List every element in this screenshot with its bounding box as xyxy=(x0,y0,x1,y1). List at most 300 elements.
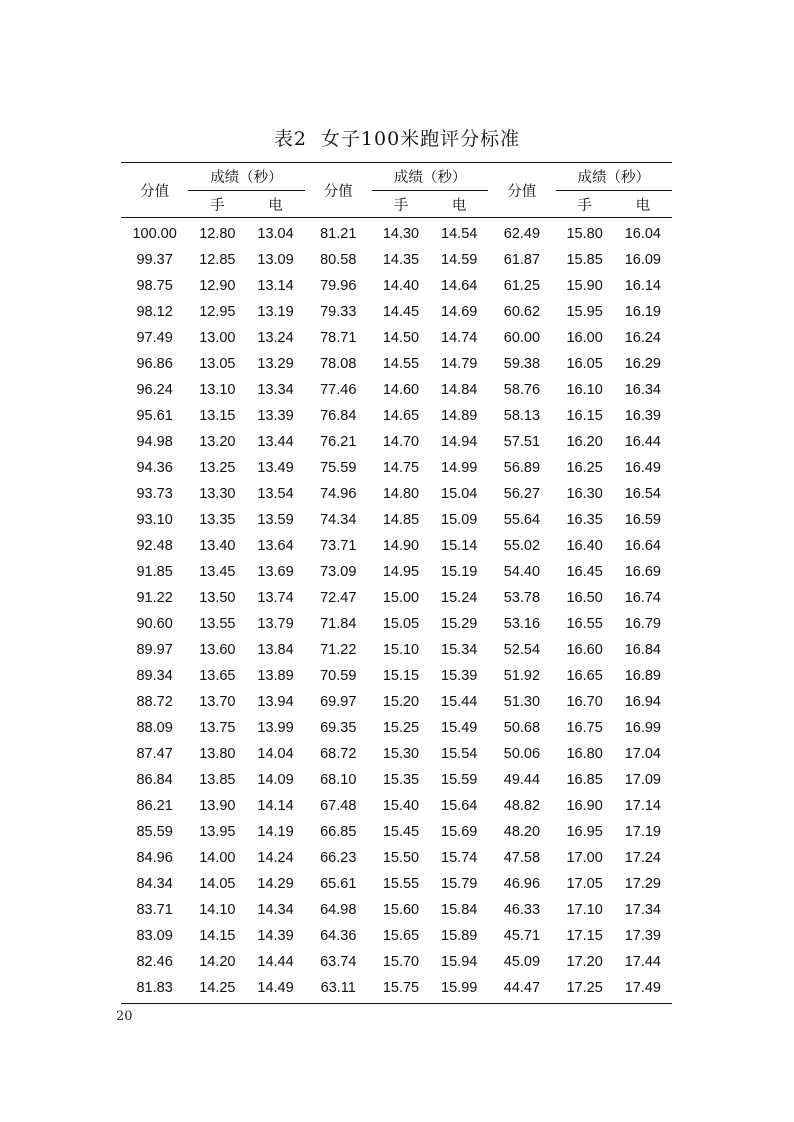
electronic-time-cell: 15.09 xyxy=(441,512,478,528)
electronic-time-cell: 17.34 xyxy=(624,902,661,918)
electronic-time-cell: 14.34 xyxy=(257,902,294,918)
electronic-time-cell: 15.79 xyxy=(441,876,478,892)
score-cell: 44.47 xyxy=(488,975,555,1004)
table-row xyxy=(121,325,672,351)
electronic-time-cell: 15.39 xyxy=(441,668,478,684)
hand-time-cell: 15.70 xyxy=(382,954,420,970)
hand-time-cell: 17.15 xyxy=(566,928,603,944)
score-cell: 67.48 xyxy=(320,798,357,814)
hand-time-cell: 16.25 xyxy=(566,460,603,476)
score-cell: 46.96 xyxy=(503,876,541,892)
hand-time-cell: 14.70 xyxy=(382,434,420,450)
hand-time-cell: 13.25 xyxy=(199,460,236,476)
electronic-time-cell: 14.49 xyxy=(246,975,304,1004)
hand-time-cell: 14.05 xyxy=(199,876,236,892)
result-group-header: 成绩（秒） xyxy=(556,163,672,191)
electronic-time-cell: 16.44 xyxy=(624,434,661,450)
electronic-time-cell: 17.44 xyxy=(624,954,661,970)
hand-time-cell: 15.95 xyxy=(566,304,603,320)
hand-time-cell: 15.40 xyxy=(382,798,420,814)
score-cell: 54.40 xyxy=(503,564,541,580)
electronic-time-cell: 13.39 xyxy=(257,408,294,424)
electronic-time-cell: 15.14 xyxy=(441,538,478,554)
table-number: 表2 xyxy=(273,128,307,150)
electronic-time-cell: 14.74 xyxy=(441,330,478,346)
hand-time-cell: 15.30 xyxy=(382,746,420,762)
score-cell: 69.35 xyxy=(320,720,357,736)
table-row xyxy=(121,689,672,715)
hand-time-cell: 12.85 xyxy=(199,252,236,268)
hand-time-cell: 15.05 xyxy=(382,616,420,632)
score-cell: 66.23 xyxy=(320,850,357,866)
table-row xyxy=(121,247,672,273)
score-header: 分值 xyxy=(488,163,555,218)
table-row xyxy=(121,793,672,819)
table-row xyxy=(121,871,672,897)
score-cell: 52.54 xyxy=(503,642,541,658)
hand-time-cell: 15.45 xyxy=(382,824,420,840)
score-cell: 97.49 xyxy=(136,330,173,346)
hand-time-cell: 15.80 xyxy=(566,226,603,242)
hand-time-cell: 14.40 xyxy=(382,278,420,294)
table-row xyxy=(121,663,672,689)
hand-time-cell: 16.90 xyxy=(566,798,603,814)
score-header: 分值 xyxy=(305,163,372,218)
score-cell: 63.74 xyxy=(320,954,357,970)
score-cell: 48.82 xyxy=(503,798,541,814)
hand-time-cell: 13.55 xyxy=(199,616,236,632)
electronic-time-cell: 15.34 xyxy=(441,642,478,658)
hand-time-cell: 13.75 xyxy=(199,720,236,736)
score-cell: 56.89 xyxy=(503,460,541,476)
score-cell: 94.36 xyxy=(136,460,173,476)
score-cell: 89.34 xyxy=(136,668,173,684)
score-cell: 93.73 xyxy=(136,486,173,502)
electronic-time-cell: 14.99 xyxy=(441,460,478,476)
score-cell: 89.97 xyxy=(136,642,173,658)
hand-time-cell: 14.85 xyxy=(382,512,420,528)
score-cell: 77.46 xyxy=(320,382,357,398)
electronic-time-cell: 15.49 xyxy=(441,720,478,736)
score-cell: 83.09 xyxy=(136,928,173,944)
hand-time-cell: 15.65 xyxy=(382,928,420,944)
score-cell: 60.00 xyxy=(503,330,541,346)
table-body xyxy=(121,218,672,1004)
hand-time-cell: 13.50 xyxy=(199,590,236,606)
table-row xyxy=(121,481,672,507)
electronic-time-cell: 16.84 xyxy=(624,642,661,658)
hand-time-cell: 14.90 xyxy=(382,538,420,554)
electronic-time-cell: 16.09 xyxy=(624,252,661,268)
hand-timing-header: 手 xyxy=(372,191,430,218)
electronic-time-cell: 13.74 xyxy=(257,590,294,606)
electronic-time-cell: 16.69 xyxy=(624,564,661,580)
score-cell: 95.61 xyxy=(136,408,173,424)
electronic-time-cell: 16.99 xyxy=(624,720,661,736)
score-cell: 73.71 xyxy=(320,538,357,554)
score-cell: 82.46 xyxy=(136,954,173,970)
score-cell: 53.78 xyxy=(503,590,541,606)
score-cell: 84.34 xyxy=(136,876,173,892)
hand-time-cell: 14.10 xyxy=(199,902,236,918)
score-cell: 53.16 xyxy=(503,616,541,632)
score-cell: 81.21 xyxy=(320,226,357,242)
electronic-time-cell: 17.39 xyxy=(624,928,661,944)
electronic-time-cell: 16.39 xyxy=(624,408,661,424)
hand-time-cell: 16.50 xyxy=(566,590,603,606)
table-row xyxy=(121,845,672,871)
hand-time-cell: 14.80 xyxy=(382,486,420,502)
hand-time-cell: 14.30 xyxy=(382,226,420,242)
hand-time-cell: 13.80 xyxy=(199,746,236,762)
table-row xyxy=(121,377,672,403)
table-header xyxy=(121,163,672,218)
score-cell: 64.98 xyxy=(320,902,357,918)
table-row xyxy=(121,923,672,949)
hand-time-cell: 16.45 xyxy=(566,564,603,580)
score-cell: 84.96 xyxy=(136,850,173,866)
electronic-time-cell: 13.89 xyxy=(257,668,294,684)
electronic-time-cell: 13.34 xyxy=(257,382,294,398)
electronic-time-cell: 16.54 xyxy=(624,486,661,502)
hand-time-cell: 15.55 xyxy=(382,876,420,892)
score-cell: 86.84 xyxy=(136,772,173,788)
hand-time-cell: 15.90 xyxy=(566,278,603,294)
electronic-time-cell: 15.04 xyxy=(441,486,478,502)
electronic-timing-header: 电 xyxy=(246,191,304,218)
table-row xyxy=(121,455,672,481)
hand-time-cell: 17.05 xyxy=(566,876,603,892)
electronic-time-cell: 16.29 xyxy=(624,356,661,372)
score-cell: 56.27 xyxy=(503,486,541,502)
hand-timing-header: 手 xyxy=(556,191,614,218)
hand-time-cell: 16.40 xyxy=(566,538,603,554)
score-cell: 98.75 xyxy=(136,278,173,294)
score-cell: 72.47 xyxy=(320,590,357,606)
table-row xyxy=(121,559,672,585)
score-cell: 99.37 xyxy=(136,252,173,268)
hand-time-cell: 16.85 xyxy=(566,772,603,788)
score-cell: 91.22 xyxy=(136,590,173,606)
score-cell: 76.84 xyxy=(320,408,357,424)
score-cell: 79.96 xyxy=(320,278,357,294)
electronic-time-cell: 15.94 xyxy=(441,954,478,970)
electronic-time-cell: 13.19 xyxy=(257,304,294,320)
electronic-time-cell: 16.04 xyxy=(624,226,661,242)
hand-time-cell: 14.65 xyxy=(382,408,420,424)
hand-time-cell: 13.15 xyxy=(199,408,236,424)
electronic-time-cell: 14.54 xyxy=(441,226,478,242)
score-cell: 83.71 xyxy=(136,902,173,918)
hand-time-cell: 13.20 xyxy=(199,434,236,450)
hand-timing-header: 手 xyxy=(188,191,246,218)
electronic-time-cell: 13.29 xyxy=(257,356,294,372)
score-cell: 58.76 xyxy=(503,382,541,398)
table-row xyxy=(121,273,672,299)
score-cell: 79.33 xyxy=(320,304,357,320)
score-cell: 61.25 xyxy=(503,278,541,294)
electronic-time-cell: 15.69 xyxy=(441,824,478,840)
table-row xyxy=(121,611,672,637)
electronic-time-cell: 16.49 xyxy=(624,460,661,476)
score-cell: 74.96 xyxy=(320,486,357,502)
hand-time-cell: 16.80 xyxy=(566,746,603,762)
score-table xyxy=(121,162,672,1004)
electronic-time-cell: 14.04 xyxy=(257,746,294,762)
score-cell: 48.20 xyxy=(503,824,541,840)
hand-time-cell: 15.85 xyxy=(566,252,603,268)
score-cell: 68.72 xyxy=(320,746,357,762)
score-cell: 88.09 xyxy=(136,720,173,736)
score-cell: 61.87 xyxy=(503,252,541,268)
score-cell: 66.85 xyxy=(320,824,357,840)
table-row xyxy=(121,715,672,741)
electronic-time-cell: 15.74 xyxy=(441,850,478,866)
score-cell: 49.44 xyxy=(503,772,541,788)
score-cell: 51.92 xyxy=(503,668,541,684)
table-row xyxy=(121,507,672,533)
electronic-time-cell: 16.59 xyxy=(624,512,661,528)
electronic-time-cell: 13.09 xyxy=(257,252,294,268)
hand-time-cell: 17.20 xyxy=(566,954,603,970)
hand-time-cell: 15.10 xyxy=(382,642,420,658)
hand-time-cell: 16.00 xyxy=(566,330,603,346)
hand-time-cell: 16.15 xyxy=(566,408,603,424)
electronic-time-cell: 13.69 xyxy=(257,564,294,580)
electronic-time-cell: 16.19 xyxy=(624,304,661,320)
electronic-time-cell: 16.34 xyxy=(624,382,661,398)
hand-time-cell: 17.25 xyxy=(556,975,614,1004)
hand-time-cell: 17.10 xyxy=(566,902,603,918)
electronic-time-cell: 16.64 xyxy=(624,538,661,554)
table-row xyxy=(121,403,672,429)
hand-time-cell: 15.35 xyxy=(382,772,420,788)
electronic-time-cell: 15.59 xyxy=(441,772,478,788)
table-row xyxy=(121,949,672,975)
score-cell: 46.33 xyxy=(503,902,541,918)
score-cell: 47.58 xyxy=(503,850,541,866)
table-row xyxy=(121,351,672,377)
electronic-time-cell: 16.24 xyxy=(624,330,661,346)
table-title-text: 女子100米跑评分标准 xyxy=(320,128,521,150)
hand-time-cell: 13.65 xyxy=(199,668,236,684)
score-cell: 100.00 xyxy=(132,226,177,242)
electronic-time-cell: 13.04 xyxy=(257,226,294,242)
table-row xyxy=(121,429,672,455)
score-header: 分值 xyxy=(121,163,188,218)
hand-time-cell: 16.70 xyxy=(566,694,603,710)
page-number: 20 xyxy=(116,1009,133,1024)
hand-time-cell: 15.50 xyxy=(382,850,420,866)
electronic-time-cell: 14.09 xyxy=(257,772,294,788)
electronic-timing-header: 电 xyxy=(430,191,488,218)
hand-time-cell: 15.15 xyxy=(382,668,420,684)
table-title xyxy=(0,124,794,151)
score-cell: 65.61 xyxy=(320,876,357,892)
score-cell: 93.10 xyxy=(136,512,173,528)
hand-time-cell: 14.00 xyxy=(199,850,236,866)
hand-time-cell: 14.50 xyxy=(382,330,420,346)
electronic-time-cell: 14.24 xyxy=(257,850,294,866)
score-cell: 80.58 xyxy=(320,252,357,268)
hand-time-cell: 13.10 xyxy=(199,382,236,398)
score-cell: 57.51 xyxy=(503,434,541,450)
score-cell: 73.09 xyxy=(320,564,357,580)
score-cell: 85.59 xyxy=(136,824,173,840)
score-cell: 50.06 xyxy=(503,746,541,762)
hand-time-cell: 12.80 xyxy=(199,226,236,242)
electronic-time-cell: 14.19 xyxy=(257,824,294,840)
score-cell: 64.36 xyxy=(320,928,357,944)
score-cell: 86.21 xyxy=(136,798,173,814)
score-cell: 45.09 xyxy=(503,954,541,970)
table-row xyxy=(121,637,672,663)
electronic-time-cell: 15.54 xyxy=(441,746,478,762)
electronic-time-cell: 13.24 xyxy=(257,330,294,346)
score-cell: 50.68 xyxy=(503,720,541,736)
score-cell: 45.71 xyxy=(503,928,541,944)
score-cell: 58.13 xyxy=(503,408,541,424)
electronic-time-cell: 13.64 xyxy=(257,538,294,554)
score-cell: 74.34 xyxy=(320,512,357,528)
electronic-time-cell: 14.69 xyxy=(441,304,478,320)
score-cell: 70.59 xyxy=(320,668,357,684)
table-row xyxy=(121,533,672,559)
table-row xyxy=(121,741,672,767)
hand-time-cell: 13.30 xyxy=(199,486,236,502)
electronic-time-cell: 13.44 xyxy=(257,434,294,450)
electronic-time-cell: 15.44 xyxy=(441,694,478,710)
electronic-time-cell: 14.14 xyxy=(257,798,294,814)
hand-time-cell: 14.20 xyxy=(199,954,236,970)
score-cell: 68.10 xyxy=(320,772,357,788)
score-cell: 55.02 xyxy=(503,538,541,554)
electronic-time-cell: 16.74 xyxy=(624,590,661,606)
electronic-time-cell: 17.04 xyxy=(624,746,661,762)
electronic-time-cell: 14.44 xyxy=(257,954,294,970)
electronic-time-cell: 15.29 xyxy=(441,616,478,632)
electronic-time-cell: 16.89 xyxy=(624,668,661,684)
electronic-time-cell: 17.24 xyxy=(624,850,661,866)
score-cell: 60.62 xyxy=(503,304,541,320)
electronic-time-cell: 17.14 xyxy=(624,798,661,814)
electronic-time-cell: 14.29 xyxy=(257,876,294,892)
electronic-time-cell: 13.94 xyxy=(257,694,294,710)
hand-time-cell: 13.00 xyxy=(199,330,236,346)
score-cell: 76.21 xyxy=(320,434,357,450)
hand-time-cell: 13.40 xyxy=(199,538,236,554)
electronic-time-cell: 15.24 xyxy=(441,590,478,606)
electronic-time-cell: 17.29 xyxy=(624,876,661,892)
hand-time-cell: 13.45 xyxy=(199,564,236,580)
hand-time-cell: 14.45 xyxy=(382,304,420,320)
score-cell: 69.97 xyxy=(320,694,357,710)
score-cell: 90.60 xyxy=(136,616,173,632)
score-cell: 71.22 xyxy=(320,642,357,658)
electronic-time-cell: 14.59 xyxy=(441,252,478,268)
result-group-header: 成绩（秒） xyxy=(372,163,488,191)
hand-time-cell: 12.90 xyxy=(199,278,236,294)
hand-time-cell: 13.70 xyxy=(199,694,236,710)
hand-time-cell: 16.60 xyxy=(566,642,603,658)
table-row xyxy=(121,218,672,248)
electronic-time-cell: 16.94 xyxy=(624,694,661,710)
hand-time-cell: 16.35 xyxy=(566,512,603,528)
electronic-time-cell: 17.19 xyxy=(624,824,661,840)
hand-time-cell: 16.75 xyxy=(566,720,603,736)
electronic-time-cell: 16.14 xyxy=(624,278,661,294)
electronic-time-cell: 15.19 xyxy=(441,564,478,580)
table-row xyxy=(121,585,672,611)
table-row xyxy=(121,767,672,793)
hand-time-cell: 13.95 xyxy=(199,824,236,840)
electronic-time-cell: 13.14 xyxy=(257,278,294,294)
score-cell: 59.38 xyxy=(503,356,541,372)
electronic-time-cell: 13.59 xyxy=(257,512,294,528)
score-cell: 92.48 xyxy=(136,538,173,554)
score-cell: 63.11 xyxy=(305,975,372,1004)
hand-time-cell: 15.75 xyxy=(372,975,430,1004)
electronic-timing-header: 电 xyxy=(614,191,672,218)
electronic-time-cell: 14.79 xyxy=(441,356,478,372)
electronic-time-cell: 16.79 xyxy=(624,616,661,632)
score-cell: 55.64 xyxy=(503,512,541,528)
hand-time-cell: 14.15 xyxy=(199,928,236,944)
electronic-time-cell: 13.54 xyxy=(257,486,294,502)
hand-time-cell: 13.90 xyxy=(199,798,236,814)
score-cell: 94.98 xyxy=(136,434,173,450)
hand-time-cell: 13.85 xyxy=(199,772,236,788)
electronic-time-cell: 14.64 xyxy=(441,278,478,294)
electronic-time-cell: 15.84 xyxy=(441,902,478,918)
electronic-time-cell: 13.99 xyxy=(257,720,294,736)
hand-time-cell: 14.55 xyxy=(382,356,420,372)
score-cell: 81.83 xyxy=(121,975,188,1004)
score-cell: 62.49 xyxy=(503,226,541,242)
score-cell: 88.72 xyxy=(136,694,173,710)
hand-time-cell: 16.10 xyxy=(566,382,603,398)
electronic-time-cell: 14.94 xyxy=(441,434,478,450)
hand-time-cell: 16.55 xyxy=(566,616,603,632)
hand-time-cell: 16.30 xyxy=(566,486,603,502)
hand-time-cell: 14.25 xyxy=(188,975,246,1004)
score-cell: 98.12 xyxy=(136,304,173,320)
electronic-time-cell: 13.79 xyxy=(257,616,294,632)
hand-time-cell: 16.05 xyxy=(566,356,603,372)
table-row xyxy=(121,299,672,325)
hand-time-cell: 12.95 xyxy=(199,304,236,320)
electronic-time-cell: 15.99 xyxy=(430,975,488,1004)
electronic-time-cell: 14.89 xyxy=(441,408,478,424)
hand-time-cell: 16.95 xyxy=(566,824,603,840)
hand-time-cell: 14.35 xyxy=(382,252,420,268)
electronic-time-cell: 15.64 xyxy=(441,798,478,814)
hand-time-cell: 15.60 xyxy=(382,902,420,918)
score-cell: 78.08 xyxy=(320,356,357,372)
score-cell: 78.71 xyxy=(320,330,357,346)
hand-time-cell: 15.00 xyxy=(382,590,420,606)
hand-time-cell: 17.00 xyxy=(566,850,603,866)
score-cell: 91.85 xyxy=(136,564,173,580)
electronic-time-cell: 17.49 xyxy=(614,975,672,1004)
hand-time-cell: 15.25 xyxy=(382,720,420,736)
electronic-time-cell: 13.49 xyxy=(257,460,294,476)
electronic-time-cell: 15.89 xyxy=(441,928,478,944)
score-cell: 51.30 xyxy=(503,694,541,710)
hand-time-cell: 16.20 xyxy=(566,434,603,450)
hand-time-cell: 13.60 xyxy=(199,642,236,658)
hand-time-cell: 16.65 xyxy=(566,668,603,684)
